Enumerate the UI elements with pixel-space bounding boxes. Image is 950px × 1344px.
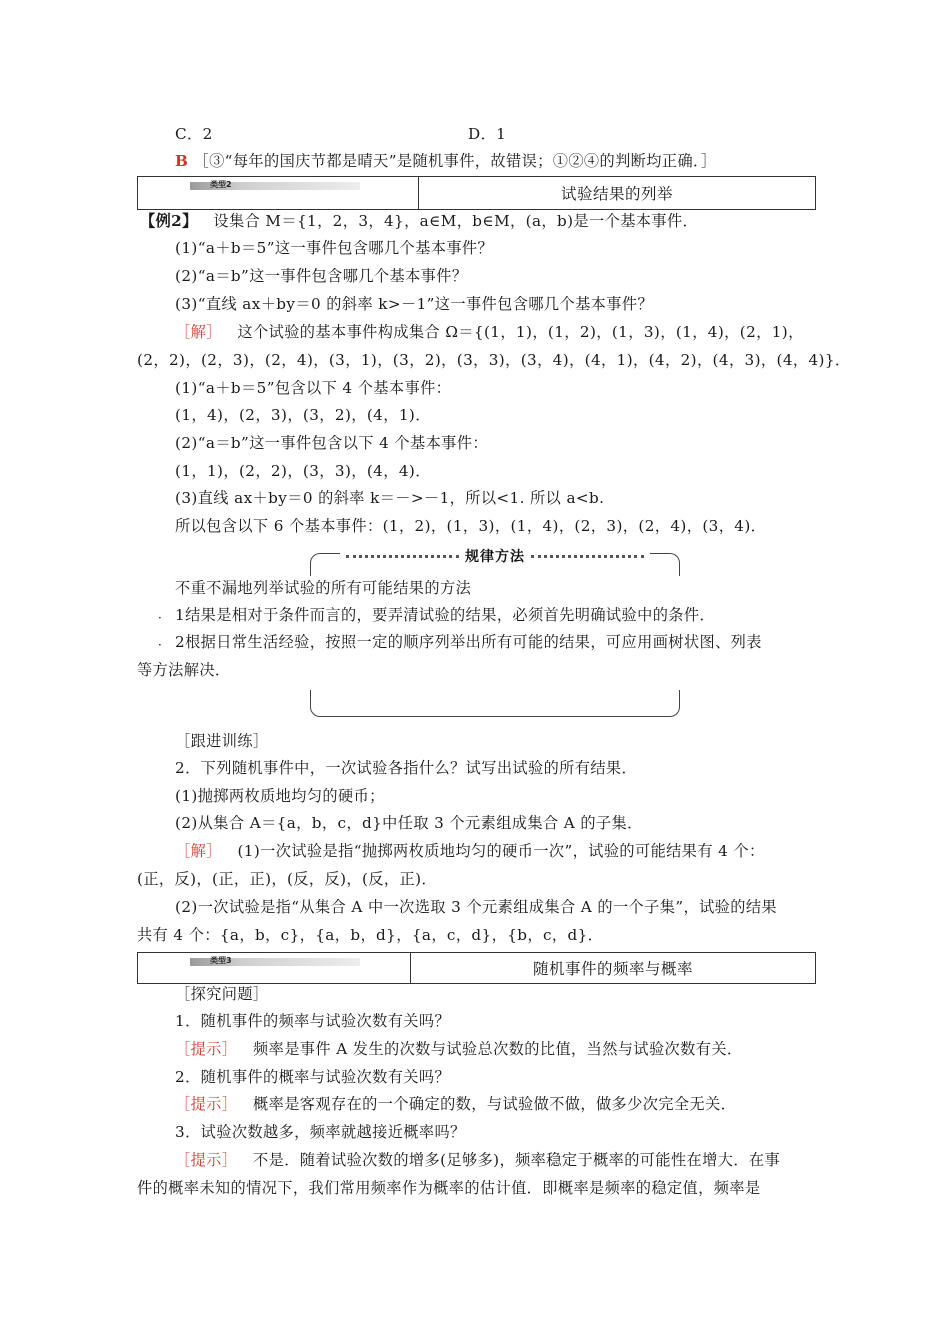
question-3: (3)“直线 ax＋by＝0 的斜率 k>－1”这一事件包含哪几个基本事件？ — [175, 295, 654, 313]
answer-letter: B — [175, 152, 189, 170]
option-d: D．1 — [468, 125, 507, 143]
example-label: 【例2】 — [140, 212, 198, 230]
practice-solution-tag: ［解］ — [175, 842, 222, 860]
method-point-2: 2根据日常生活经验，按照一定的顺序列举出所有可能的结果，可应用画树状图、列表 — [175, 633, 762, 651]
explore-q1: 1．随机事件的频率与试验次数有关吗？ — [175, 1012, 451, 1030]
explore-a3-cont: 件的概率未知的情况下，我们常用频率作为概率的估计值．即概率是频率的稳定值，频率是 — [137, 1179, 761, 1197]
example-stem-text: 设集合 M＝{1，2，3，4}，a∈M，b∈M，(a，b)是一个基本事件． — [213, 212, 699, 230]
practice-solution-2: (2)一次试验是指“从集合 A 中一次选取 3 个元素组成集合 A 的一个子集”，试验的结果 — [175, 898, 778, 916]
solution-text: 这个试验的基本事件构成集合 Ω＝{(1，1)，(1，2)，(1，3)，(1，4)，(2，1)， — [237, 323, 804, 341]
solution-tag: ［解］ — [175, 323, 222, 341]
practice-solution-1 — [175, 841, 765, 861]
method-frame-title — [340, 545, 650, 567]
hint-text: 概率是客观存在的一个确定的数，与试验做不做，做多少次完全无关． — [253, 1095, 737, 1113]
answer-explanation: ［③“每年的国庆节都是晴天”是随机事件，故错误；①②④的判断均正确．］ — [193, 152, 717, 170]
method-point-1: 1结果是相对于条件而言的，要弄清试验的结果，必须首先明确试验中的条件． — [175, 606, 716, 624]
practice-solution-text: (1)一次试验是指“抛掷两枚质地均匀的硬币一次”，试验的可能结果有 4 个： — [237, 842, 765, 860]
bullet-dot: ． — [158, 607, 171, 621]
practice-sub-2: (2)从集合 A＝{a，b，c，d}中任取 3 个元素组成集合 A 的子集． — [175, 814, 643, 832]
solution-line-5: (2)“a＝b”这一事件包含以下 4 个基本事件： — [175, 434, 488, 452]
dots-right — [531, 555, 644, 558]
type-tag-label: 类型2 — [210, 180, 232, 189]
practice-solution-2-cont: 共有 4 个：{a，b，c}，{a，b，d}，{a，c，d}，{b，c，d}． — [137, 926, 604, 944]
solution-line-2: (2，2)，(2，3)，(2，4)，(3，1)，(3，2)，(3，3)，(3，4)，(4，1)，(4，2)，(4，3)，(4，4)}． — [137, 351, 851, 369]
explore-q3: 3．试验次数越多，频率就越接近概率吗？ — [175, 1123, 466, 1141]
section-header-type3 — [137, 952, 816, 984]
practice-solution-1-cont: (正，反)，(正，正)，(反，反)，(反，正)． — [137, 870, 438, 888]
practice-label: ［跟进训练］ — [175, 732, 269, 750]
solution-line-7: (3)直线 ax＋by＝0 的斜率 k＝－>－1，所以<1. 所以 a<b. — [175, 489, 605, 507]
method-title: 规律方法 — [465, 549, 525, 565]
explore-a2 — [175, 1094, 736, 1114]
type-tag-bar — [190, 958, 360, 966]
hint-tag: ［提示］ — [175, 1151, 238, 1169]
hint-tag: ［提示］ — [175, 1040, 238, 1058]
section-header-type2 — [137, 176, 816, 210]
type-tag-label: 类型3 — [210, 956, 232, 965]
section-title: 随机事件的频率与概率 — [532, 960, 693, 978]
explore-label: ［探究问题］ — [175, 985, 269, 1003]
practice-sub-1: (1)抛掷两枚质地均匀的硬币； — [175, 787, 385, 805]
practice-question: 2．下列随机事件中，一次试验各指什么？试写出试验的所有结果． — [175, 759, 638, 777]
hint-text: 不是．随着试验次数的增多(足够多)，频率稳定于概率的可能性在增大．在事 — [253, 1151, 781, 1169]
explore-a1 — [175, 1039, 743, 1059]
explore-q2: 2．随机事件的概率与试验次数有关吗？ — [175, 1068, 451, 1086]
question-2: (2)“a＝b”这一事件包含哪几个基本事件？ — [175, 267, 468, 285]
solution-line-1 — [175, 322, 804, 342]
method-frame-bottom — [310, 690, 680, 717]
method-point-2-cont: 等方法解决． — [137, 661, 231, 679]
previous-answer — [175, 151, 717, 171]
explore-a3 — [175, 1150, 780, 1170]
solution-line-6: (1，1)，(2，2)，(3，3)，(4，4)． — [175, 462, 431, 480]
solution-line-8: 所以包含以下 6 个基本事件：(1，2)，(1，3)，(1，4)，(2，3)，(2，4)，(3，4)． — [175, 517, 767, 535]
hint-text: 频率是事件 A 发生的次数与试验总次数的比值，当然与试验次数有关． — [253, 1040, 743, 1058]
hint-tag: ［提示］ — [175, 1095, 238, 1113]
option-c: C．2 — [175, 125, 213, 143]
dots-left — [346, 555, 459, 558]
type-tag-bar — [190, 182, 360, 190]
example-stem — [140, 211, 698, 231]
solution-line-3: (1)“a＋b＝5”包含以下 4 个基本事件： — [175, 379, 452, 397]
method-heading: 不重不漏地列举试验的所有可能结果的方法 — [175, 579, 472, 597]
question-1: (1)“a＋b＝5”这一事件包含哪几个基本事件？ — [175, 239, 494, 257]
section-title: 试验结果的列举 — [560, 185, 673, 203]
bullet-dot: ． — [158, 634, 171, 648]
solution-line-4: (1，4)，(2，3)，(3，2)，(4，1)． — [175, 406, 431, 424]
